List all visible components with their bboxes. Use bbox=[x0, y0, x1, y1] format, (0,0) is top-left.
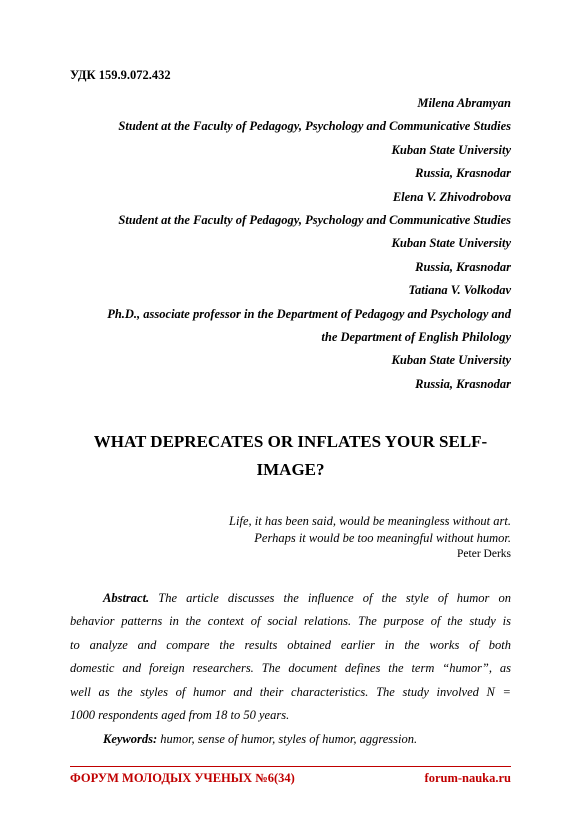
footer-divider bbox=[70, 766, 511, 767]
author-name: Milena Abramyan bbox=[417, 96, 511, 110]
title-line-2: IMAGE? bbox=[256, 460, 325, 479]
footer-website: forum-nauka.ru bbox=[424, 771, 511, 785]
author-affiliation-continued: the Department of English Philology bbox=[321, 330, 511, 345]
author-location: Russia, Krasnodar bbox=[415, 376, 511, 391]
author-university: Kuban State University bbox=[391, 236, 511, 251]
epigraph-source: Peter Derks bbox=[457, 548, 511, 560]
epigraph bbox=[111, 513, 511, 562]
author-name: Elena V. Zhivodrobova bbox=[392, 189, 511, 204]
author-name: Tatiana V. Volkodav bbox=[408, 283, 511, 298]
abstract-line: behavior patterns in the context of social relations. The purpose of the study is bbox=[70, 614, 511, 629]
abstract-line: to analyze and compare the results obtained earlier in the works of both bbox=[70, 637, 511, 652]
epigraph-line-1: Life, it has been said, would be meaningless without art. bbox=[229, 514, 511, 528]
article-title bbox=[70, 428, 511, 484]
keywords bbox=[103, 728, 417, 751]
abstract-label: Abstract. bbox=[103, 591, 150, 605]
author-university: Kuban State University bbox=[391, 353, 511, 368]
author-affiliation: Ph.D., associate professor in the Department of Pedagogy and Psychology and bbox=[107, 306, 511, 321]
abstract-line: domestic and foreign researchers. The document defines the term “humor”, as bbox=[70, 661, 511, 676]
keywords-label: Keywords: bbox=[103, 732, 158, 746]
abstract-line: well as the styles of humor and their characteristics. The study involved N = bbox=[70, 684, 511, 699]
author-location: Russia, Krasnodar bbox=[415, 259, 511, 274]
keywords-text: humor, sense of humor, styles of humor, aggression. bbox=[157, 732, 418, 746]
author-location: Russia, Krasnodar bbox=[415, 166, 511, 181]
title-line-1: WHAT DEPRECATES OR INFLATES YOUR SELF- bbox=[93, 432, 488, 451]
abstract-line: 1000 respondents aged from 18 to 50 years. bbox=[70, 708, 290, 723]
abstract bbox=[70, 587, 511, 727]
abstract-text: The article discusses the influence of the style of humor on bbox=[149, 591, 511, 605]
author-affiliation: Student at the Faculty of Pedagogy, Psychology and Communicative Studies bbox=[118, 213, 511, 228]
udk-code: УДК 159.9.072.432 bbox=[70, 68, 171, 82]
author-university: Kuban State University bbox=[391, 142, 511, 157]
author-block bbox=[51, 92, 511, 396]
footer-journal-name: ФОРУМ МОЛОДЫХ УЧЕНЫХ №6(34) bbox=[70, 771, 295, 785]
author-affiliation: Student at the Faculty of Pedagogy, Psychology and Communicative Studies bbox=[118, 119, 511, 134]
abstract-line bbox=[70, 587, 511, 610]
epigraph-line-2: Perhaps it would be too meaningful without humor. bbox=[254, 531, 511, 545]
